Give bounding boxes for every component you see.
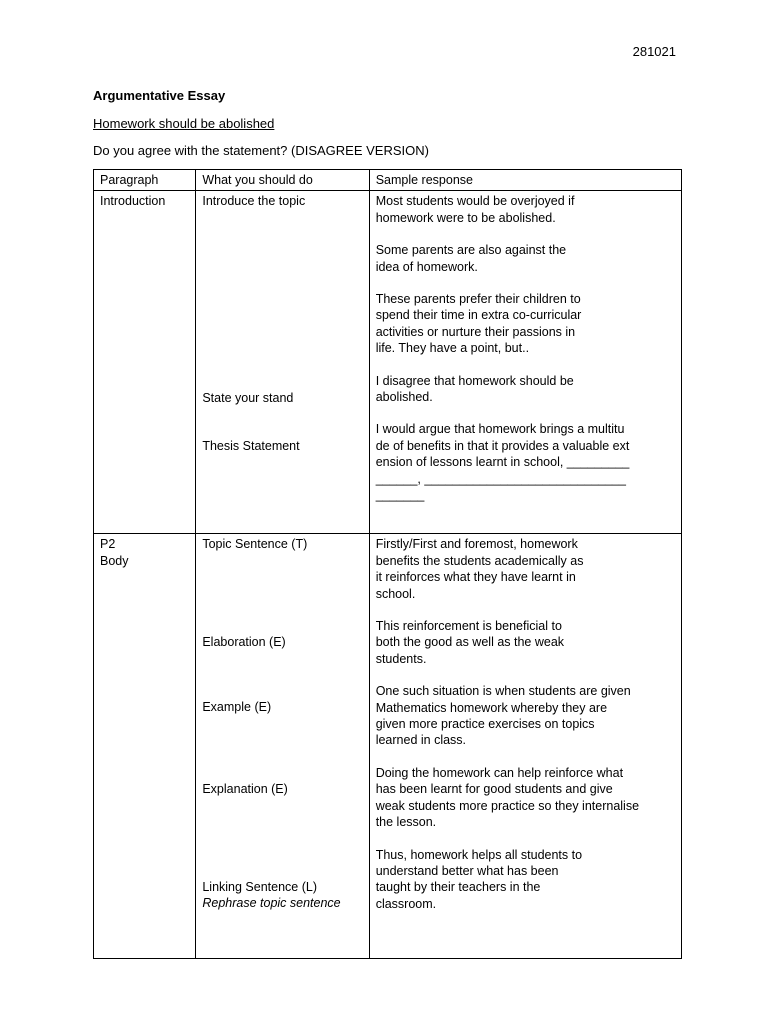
step-linking-note: Rephrase topic sentence xyxy=(202,896,341,911)
paragraph-label-body: Body xyxy=(100,553,129,568)
response-linking: Thus, homework helps all students to understand better what has been taught by their teachers in the classroom. xyxy=(375,847,583,911)
response-intro-3: These parents prefer their children to spend their time in extra co-curricular activities or nurture their passions in life. They have a point, but.. xyxy=(375,292,582,356)
table-row-body-p2 xyxy=(94,534,682,959)
paragraph-number-p2: P2 xyxy=(100,537,116,552)
column-header-paragraph: Paragraph xyxy=(94,170,196,191)
response-explanation: Doing the homework can help reinforce what has been learnt for good students and give weak students more practice so they internalise the lesson. xyxy=(375,765,640,830)
responses-cell-introduction xyxy=(369,191,681,534)
step-state-stand: State your stand xyxy=(202,390,294,405)
document-title: Argumentative Essay xyxy=(93,88,226,103)
step-topic-sentence: Topic Sentence (T) xyxy=(202,537,308,552)
document-number: 281021 xyxy=(632,44,676,59)
step-linking-sentence: Linking Sentence (L) xyxy=(202,880,317,895)
response-intro-1: Most students would be overjoyed if homework were to be abolished. xyxy=(375,194,575,225)
step-elaboration: Elaboration (E) xyxy=(202,634,286,649)
table-header-row xyxy=(94,170,682,191)
essay-structure-table xyxy=(93,169,682,959)
response-stand: I disagree that homework should be abolished. xyxy=(375,373,574,405)
step-thesis-statement: Thesis Statement xyxy=(202,439,300,454)
step-example: Example (E) xyxy=(202,700,272,715)
paragraph-cell-body xyxy=(94,534,196,959)
response-intro-2: Some parents are also against the idea of homework. xyxy=(375,243,567,274)
column-header-sample-response: Sample response xyxy=(369,170,681,191)
steps-cell-body xyxy=(196,534,369,959)
response-example: One such situation is when students are given Mathematics homework whereby they are given more practice exercises on topics learned in class. xyxy=(375,684,631,748)
response-thesis: I would argue that homework brings a multitude of benefits in that it provides a valuable extension of lessons learnt in school, _______________, ____________________________________ xyxy=(375,422,630,503)
paragraph-label-introduction: Introduction xyxy=(100,194,166,209)
table-row-introduction xyxy=(94,191,682,534)
essay-question: Do you agree with the statement? (DISAGREE VERSION) xyxy=(93,143,429,158)
step-explanation: Explanation (E) xyxy=(202,781,288,796)
essay-topic: Homework should be abolished xyxy=(93,116,275,131)
column-header-what-to-do: What you should do xyxy=(196,170,369,191)
paragraph-cell-introduction xyxy=(94,191,196,534)
response-topic-sentence: Firstly/First and foremost, homework benefits the students academically as it reinforces what they have learnt in school. xyxy=(375,537,584,601)
step-introduce-topic: Introduce the topic xyxy=(202,194,306,209)
responses-cell-body xyxy=(369,534,681,959)
response-elaboration: This reinforcement is beneficial to both the good as well as the weak students. xyxy=(375,619,565,666)
steps-cell-introduction xyxy=(196,191,369,534)
